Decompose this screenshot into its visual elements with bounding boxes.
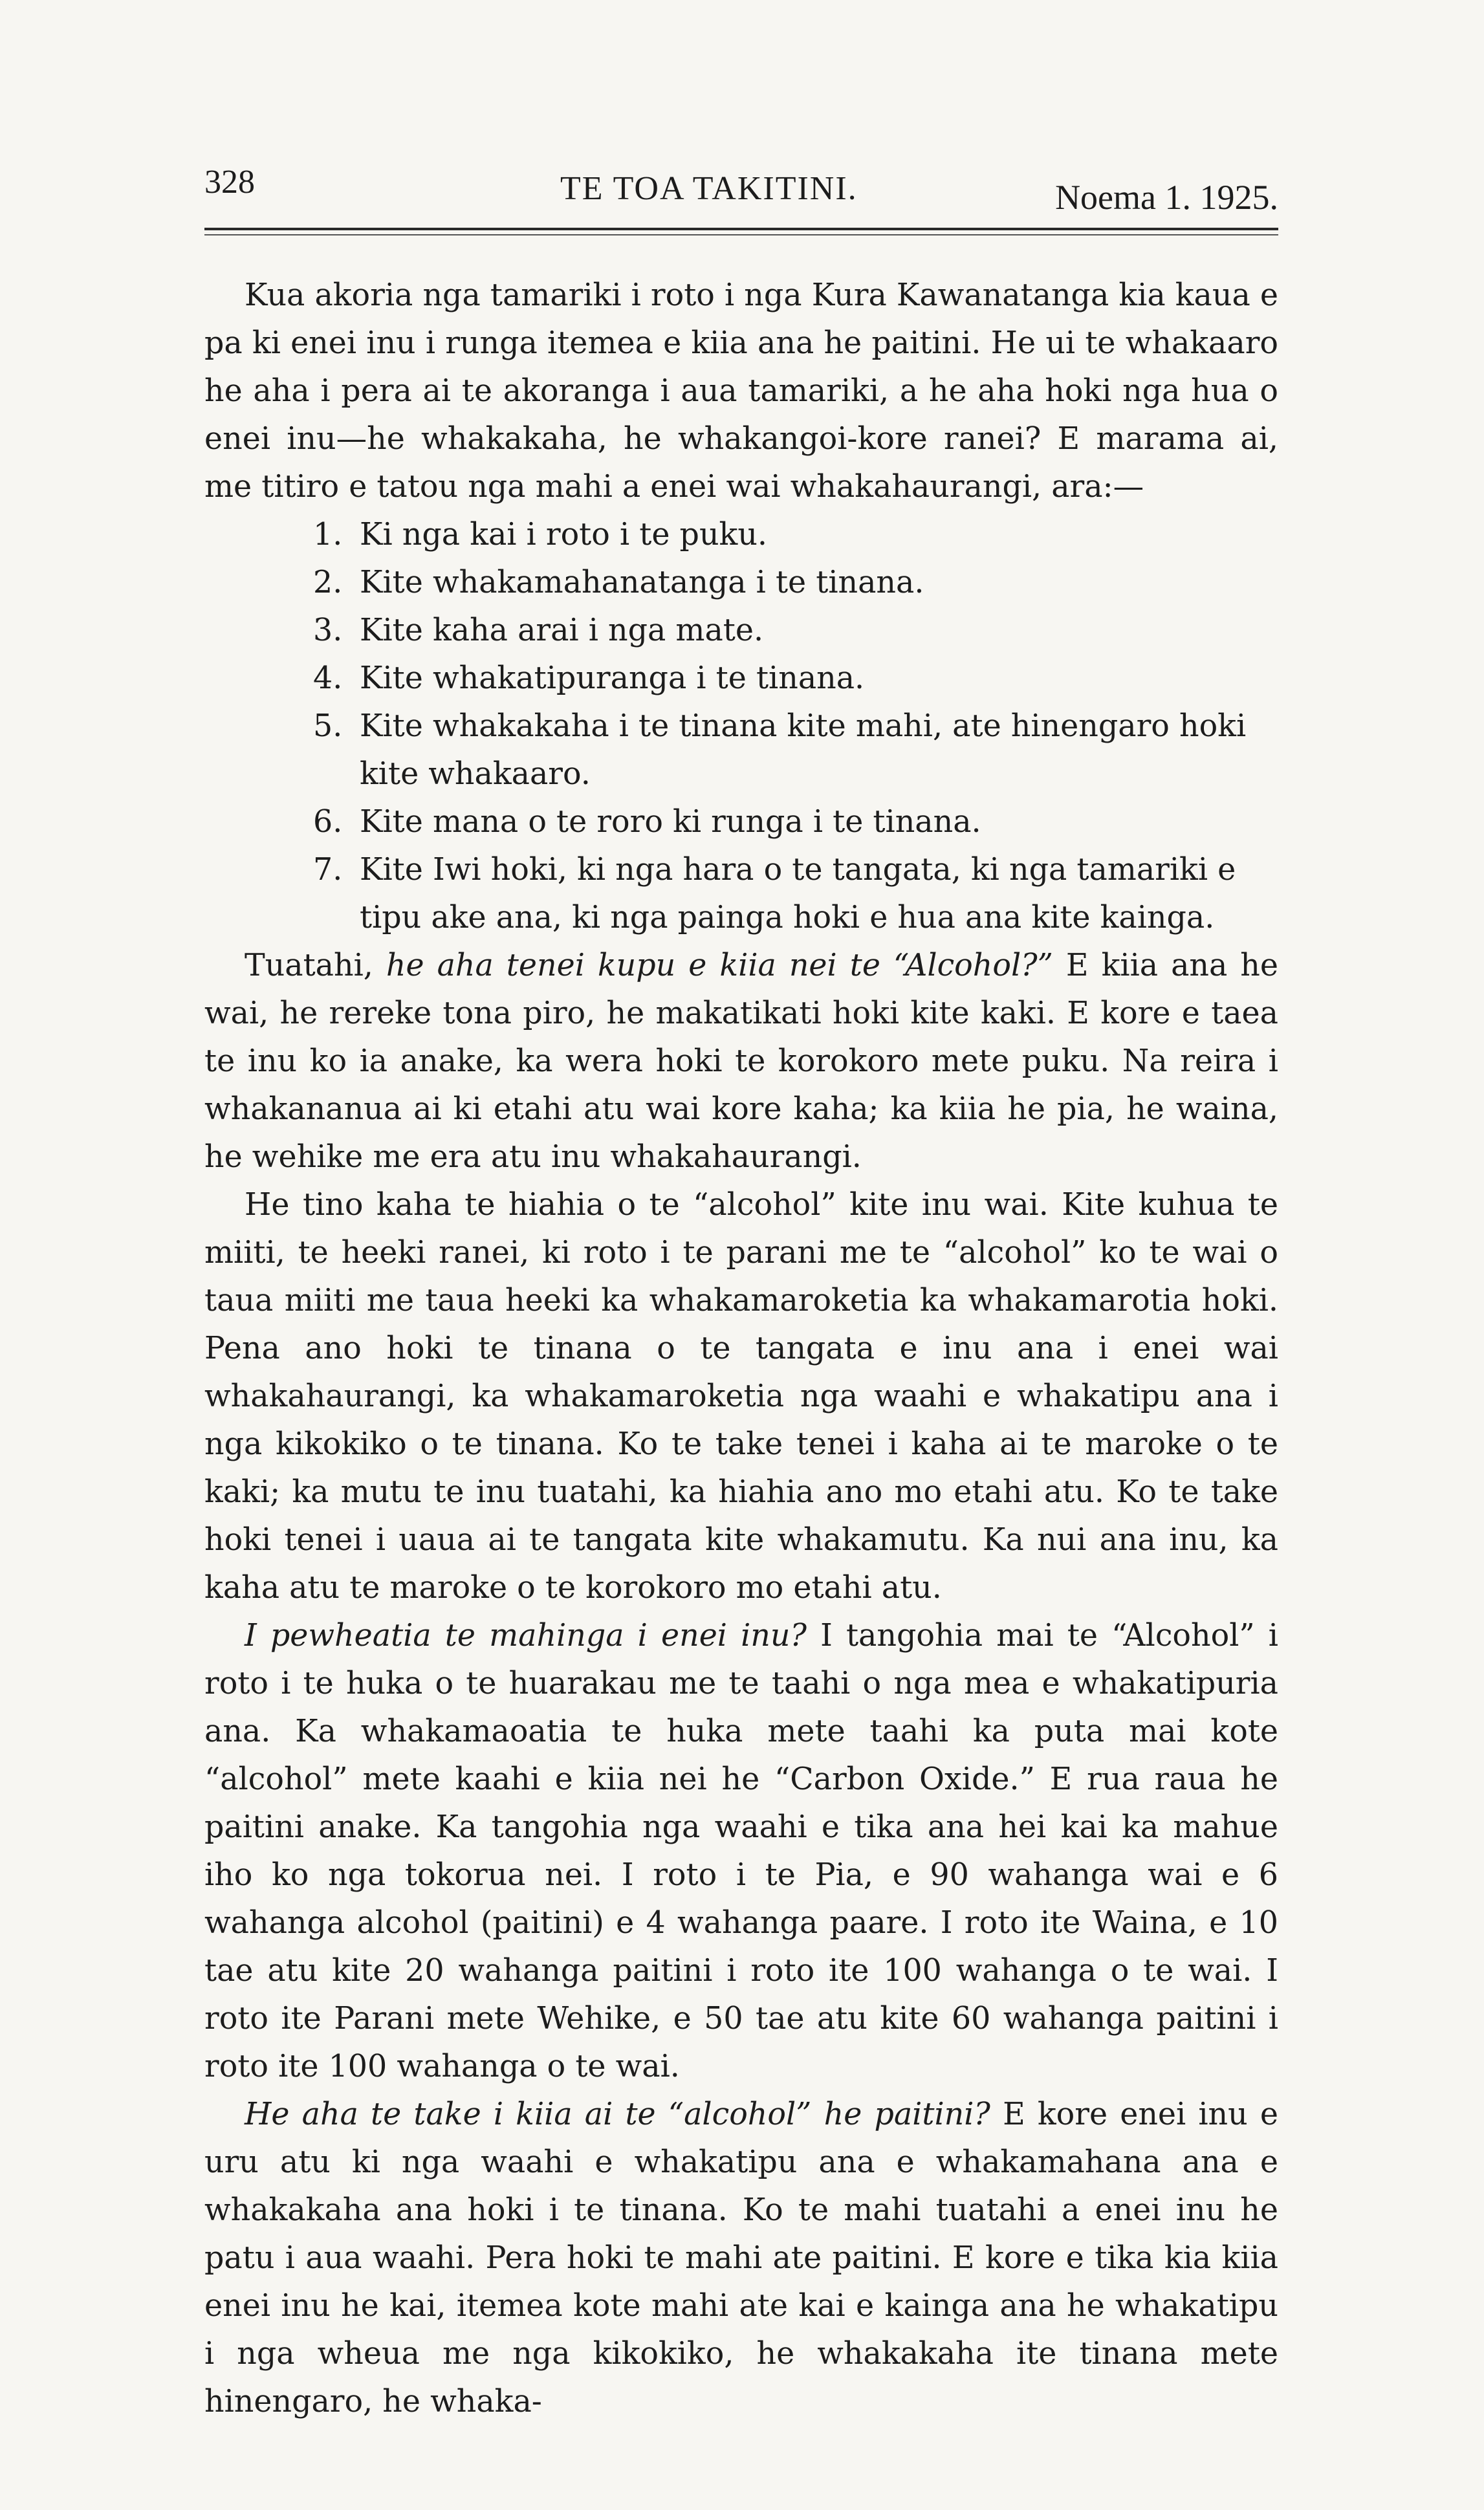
paragraph-poison: He aha te take i kiia ai te “alcohol” he paitini? E kore enei inu e uru atu ki nga waahi e whakatipu ana e whakamahana ana e whakakaha ana hoki i te tinana. Ko te mahi tuatahi a enei inu he patu i aua waahi. Pera hoki te mahi ate paitini. E kore e tika kia kiia enei inu he kai, itemea kote mahi ate kai e kainga ana he whakatipu i nga wheua me nga kikokiko, he whakakaha ite tinana mete hinengaro, he whaka- (204, 2097, 1278, 2419)
list-item: 6. Kite mana o te roro ki runga i te tinana. (313, 804, 981, 840)
paragraph-thirst: He tino kaha te hiahia o te “alcohol” kite inu wai. Kite kuhua te miiti, te heeki ranei, ki roto i te parani me te “alcohol” ko te wai o taua miiti me taua heeki ka whakamaroketia ka whakamarotia hoki. Pena ano hoki te tinana o te tangata e inu ana i enei wai whakahaurangi, ka whakamaroketia nga waahi e whakatipu ana i nga kikokiko o te tinana. Ko te take tenei i kaha ai te maroke o te kaki; ka mutu te inu tuatahi, ka hiahia ano mo etahi atu. Ko te take hoki tenei i uaua ai te tangata kite whakamutu. Ka nui ana inu, ka kaha atu te maroke o te korokoro mo etahi atu. (204, 1187, 1278, 1606)
effects-list (204, 511, 1278, 942)
article-body (204, 272, 1278, 2426)
list-item: 3. Kite kaha arai i nga mate. (313, 613, 764, 648)
italic-question: He aha te take i kiia ai te “alcohol” he paitini? (245, 2097, 990, 2132)
page-number: 328 (204, 164, 255, 201)
list-item: 2. Kite whakamahanatanga i te tinana. (313, 565, 924, 600)
list-item: 5. Kite whakakaha i te tinana kite mahi, ate hinengaro hoki kite whakaaro. (313, 708, 1247, 792)
header-rule-thin (204, 234, 1278, 235)
paragraph-production: I pewheatia te mahinga i enei inu? I tangohia mai te “Alcohol” i roto i te huka o te huarakau me te taahi o nga mea e whakatipuria ana. Ka whakamaoatia te huka mete taahi ka puta mai kote “alcohol” mete kaahi e kiia nei he “Carbon Oxide.” E rua raua he paitini anake. Ka tangohia nga waahi e tika ana hei kai ka mahue iho ko nga tokorua nei. I roto i te Pia, e 90 wahanga wai e 6 wahanga alcohol (paitini) e 4 wahanga paare. I roto ite Waina, e 10 tae atu kite 20 wahanga paitini i roto ite 100 wahanga o te wai. I roto ite Parani mete Wehike, e 50 tae atu kite 60 wahanga paitini i roto ite 100 wahanga o te wai. (204, 1618, 1278, 2084)
paragraph-alcohol-definition: Tuatahi, he aha tenei kupu e kiia nei te “Alcohol?” E kiia ana he wai, he rereke tona piro, he makatikati hoki kite kaki. E kore e taea te inu ko ia anake, ka wera hoki te korokoro mete puku. Na reira i whakananua ai ki etahi atu wai kore kaha; ka kiia he pia, he waina, he wehike me era atu inu whakahaurangi. (204, 948, 1278, 1175)
italic-question: he aha tenei kupu e kiia nei te “Alcohol?” (386, 948, 1053, 983)
header-rule (204, 228, 1278, 230)
intro-paragraph: Kua akoria nga tamariki i roto i nga Kura Kawanatanga kia kaua e pa ki enei inu i runga itemea e kiia ana he paitini. He ui te whakaaro he aha i pera ai te akoranga i aua tamariki, a he aha hoki nga hua o enei inu—he whakakaha, he whakangoi-kore ranei? E marama ai, me titiro e tatou nga mahi a enei wai whakahaurangi, ara:— (204, 278, 1278, 505)
page-header (204, 163, 1278, 215)
italic-question: I pewheatia te mahinga i enei inu? (245, 1618, 807, 1653)
list-item: 7. Kite Iwi hoki, ki nga hara o te tangata, ki nga tamariki e tipu ake ana, ki nga painga hoki e hua ana kite kainga. (313, 852, 1236, 935)
issue-date: Noema 1. 1925. (1055, 178, 1278, 217)
running-title: TE TOA TAKITINI. (560, 170, 858, 207)
list-item: 1. Ki nga kai i roto i te puku. (313, 517, 768, 552)
list-item: 4. Kite whakatipuranga i te tinana. (313, 660, 865, 696)
